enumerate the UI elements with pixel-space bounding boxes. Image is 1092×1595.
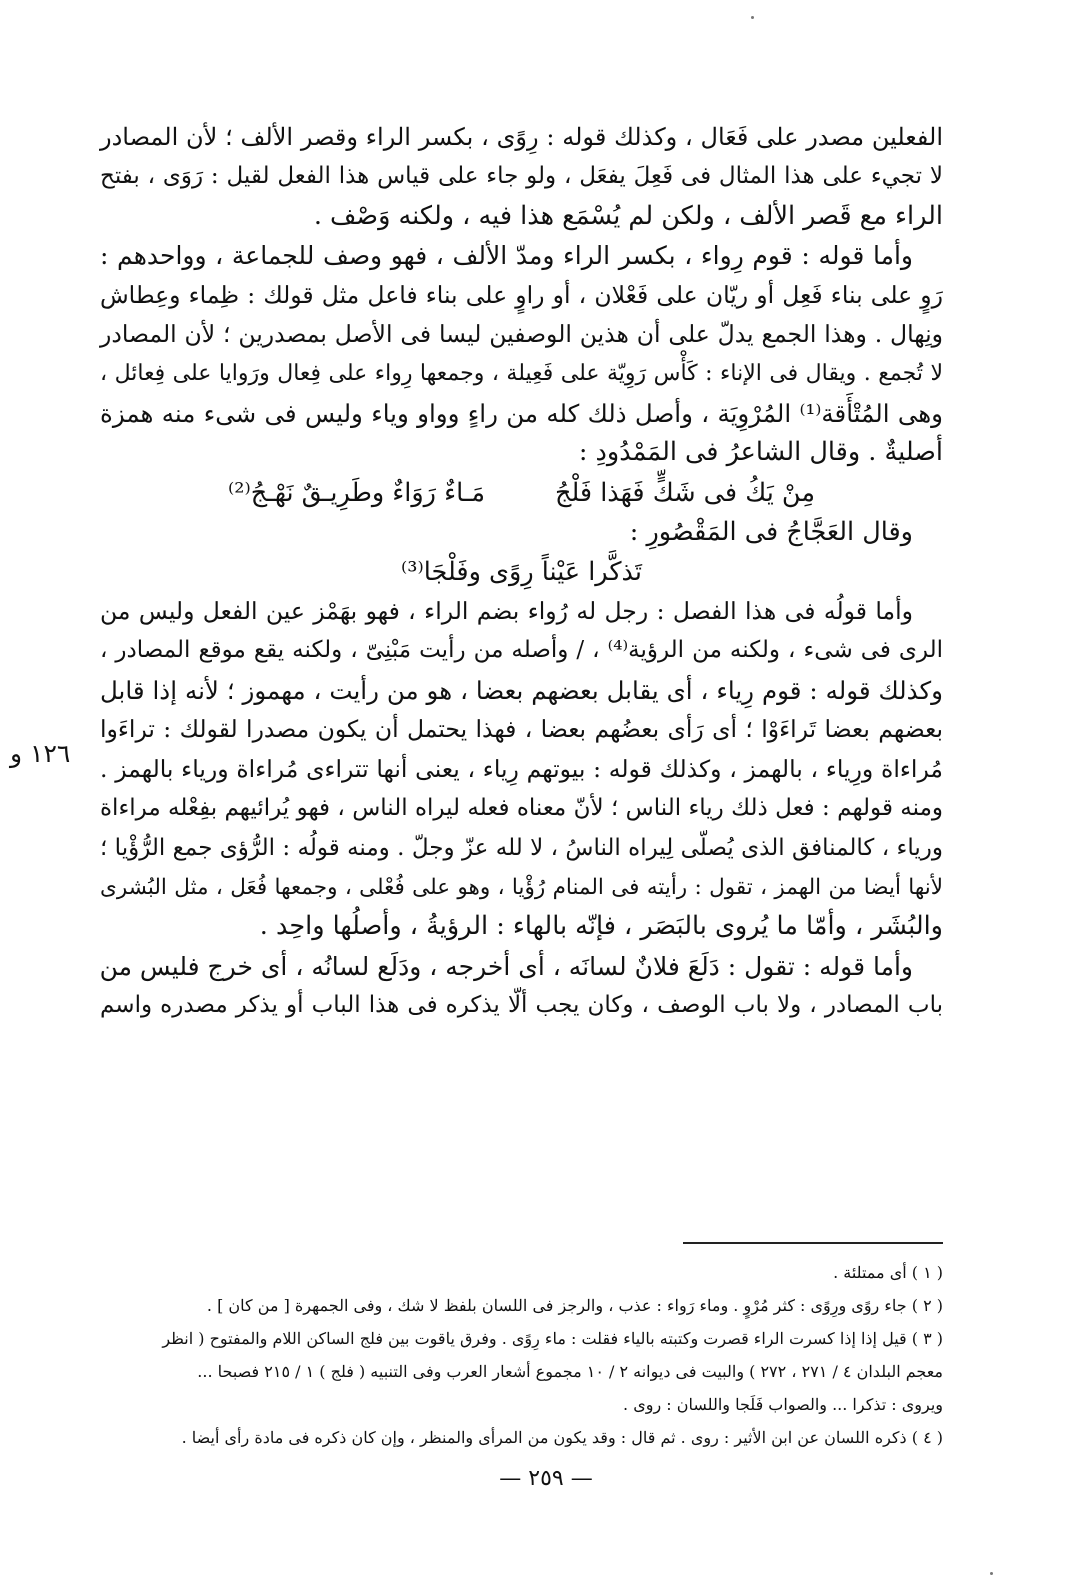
verse-1 [100, 473, 943, 513]
paragraph-4 [100, 947, 943, 1026]
footnote-1: ( ١ ) أى ممتلئة . [833, 1263, 943, 1282]
paragraph-1 [100, 118, 943, 236]
text-line: ونِهال . وهذا الجمع يدلّ على أن هذين الوصفين ليسا فى الأصل بمصدرين ؛ لأن المصادر [100, 320, 943, 349]
text-line: والبُشَر ، وأمّا ما يُروى بالبَصَر ، فإنّه بالهاء : الرؤيةُ ، وأصلُها واحِد . [259, 911, 943, 942]
text-line: باب المصادر ، ولا باب الوصف ، وكان يجب ألّا يذكره فى هذا الباب أو يذكر مصدره واسم [100, 992, 943, 1019]
scan-speck [751, 16, 754, 19]
text-line: أصليةٌ . وقال الشاعرُ فى المَمْدُودِ : [578, 437, 943, 468]
footnote-3-cont: ويروى : تذكرا ... والصواب فَلَجا واللسان : روى . [623, 1395, 943, 1414]
footnote-2: ( ٢ ) جاء روًى ورِوًى : كثر مُرْوٍ . وماء رَواء : عذب ، والرجز فى اللسان بلفظ لا شك ، وفى الجمهرة [ من كان ] . [206, 1296, 943, 1315]
page-number: — ٢٥٩ — [499, 1466, 593, 1491]
text-line: لا تجيء على هذا المثال فى فَعِلَ يفعَل ، ولو جاء على قياس هذا الفعل لقيل : رَوَى ، بفتح [100, 163, 943, 190]
text-line: ومنه قولهم : فعل ذلك رياء الناس ؛ لأنّ معناه فعله ليراه الناس ، فهو يُرائيهم بفِعْله مراءاة [100, 795, 943, 822]
margin-folio-note: ١٢٦ و [10, 739, 71, 768]
text-line: لا تُجمع . ويقال فى الإناء : كَأْس رَوِيّة على فَعِيلة ، وجمعها رِواء على فِعال ورَوايا على فِعائل ، [100, 361, 943, 387]
text-line: وأما قوله : تقول : دَلَعَ فلانٌ لسانَه ، أى أخرجه ، ودَلَع لسانُه ، أى خرج فليس من [99, 951, 913, 981]
verse-2 [100, 552, 943, 592]
paragraph-2 [100, 236, 943, 472]
footnote-3-cont: معجم البلدان ٤ / ٢٧١ ، ٢٧٢ ) والبيت فى ديوانه ٢ / ١٠ مجموع أشعار العرب وفى التنبيه ( فلج ) ١ / ٢١٥ فصبحا ... [197, 1362, 943, 1381]
text-line: وأما قولُه فى هذا الفصل : رجل له رُواء بضم الراء ، فهو بهَمْز عين الفعل وليس من [100, 597, 913, 626]
verse-hemistich-2: مَـاءٌ رَوَاءٌ وطَرِيـقٌ نَهْـجُ⁽²⁾ [228, 477, 485, 508]
footnote-divider [683, 1242, 943, 1244]
verse-hemistich-1: مِنْ يَكُ فى شَكٍّ فَهَذا فَلْجُ [555, 477, 815, 508]
text-line: وهى المُتْأَقة⁽¹⁾ المُرْوِيَة ، وأصل ذلك كله من راءٍ وواو وياء وليس فى شىء منه همزة [100, 398, 943, 428]
text-line: الفعلين مصدر على فَعَال ، وكذلك قوله : رِوًى ، بكسر الراء وقصر الألف ؛ لأن المصادر [100, 123, 943, 151]
text-line: الرى فى شىء ، ولكنه من الرؤية⁽⁴⁾ ، / وأصله من رأيت مَبْنِىّ ، ولكنه يقع موقع المصادر ، [100, 637, 943, 664]
paragraph-3 [100, 592, 943, 947]
text-line: لأنها أيضا من الهمز ، تقول : رأيته فى المنام رُؤْيا ، وهو على فُعْلى ، وجمعها فُعَل ، مثل البُشرى [100, 874, 943, 900]
text-line: وقال العَجَّاجُ فى المَقْصُورِ : [629, 516, 913, 547]
text-line: بعضهم بعضا تَراءَوْا ؛ أى رَأى بعضُهم بعضا ، فهذا يحتمل أن يكون مصدرا لقولك : تراءَوا [100, 715, 943, 744]
footnotes [100, 1256, 943, 1454]
footnote-3: ( ٣ ) قيل إذا إذا كسرت الراء قصرت وكتبته بالياء فقلت : ماء رِوًى . وفرق ياقوت بين فلج الساكن اللام والمفتوح ( انظر [162, 1329, 943, 1348]
text-line: رَوٍ على بناء فَعِل أو ريّان على فَعْلان ، أو راوٍ على بناء فاعل مثل قولك : ظِماء وعِطاش [100, 280, 943, 309]
paragraph-ajjaj [100, 513, 943, 552]
text-line: مُراءاة ورِياء ، بالهمز ، وكذلك قوله : بيوتهم رِياء ، يعنى أنها تتراءى مُراءاة ورياء بالهمز . [100, 754, 943, 783]
text-line: الراء مع قَصر الألف ، ولكن لم يُسْمَع هذا فيه ، ولكنه وَصْف . [313, 200, 943, 231]
scan-speck [990, 1572, 993, 1575]
text-line: وكذلك قوله : قوم رِياء ، أى يقابل بعضهم بعضا ، هو من رأيت ، مهموز ؛ لأنه إذا قابل [100, 675, 943, 705]
verse-line: تَذكَّرا عَيْناً رِوًى وفَلْجَا⁽³⁾ [401, 557, 642, 588]
text-line: وأما قوله : قوم رِواء ، بكسر الراء ومدّ الألف ، فهو وصف للجماعة ، وواحدهم : [100, 241, 913, 271]
text-line: ورياء ، كالمنافق الذى يُصلّى لِيراه الناسُ ، لا لله عزّ وجلّ . ومنه قولُه : الرُّؤى جمع الرُّؤْيا ؛ [100, 834, 943, 861]
main-text [100, 118, 943, 1026]
footnote-4: ( ٤ ) ذكره اللسان عن ابن الأثير : روى . ثم قال : وقد يكون من المرأى والمنظر ، وإن كان ذكره فى مادة رأى أيضا . [181, 1428, 943, 1447]
